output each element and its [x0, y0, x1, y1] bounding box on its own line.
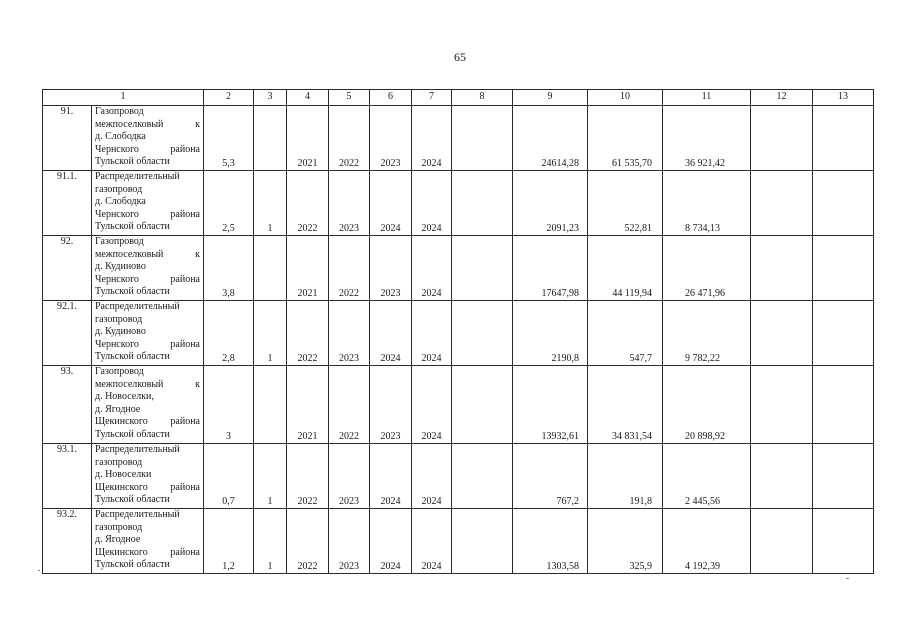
cell-col-4: 2022: [287, 301, 329, 366]
object-name: [92, 236, 204, 301]
object-name: [92, 301, 204, 366]
table-body: [43, 106, 874, 574]
header-col-13: 13: [813, 90, 874, 106]
cell-col-8: [452, 106, 513, 171]
object-name-line: Чернского района: [95, 338, 200, 350]
cell-col-10: 522,81: [588, 171, 663, 236]
cell-col-8: [452, 509, 513, 574]
table-row: [43, 301, 874, 366]
cell-col-13: [813, 444, 874, 509]
cell-col-7: 2024: [412, 236, 452, 301]
object-name-line: Щекинского района: [95, 546, 200, 558]
scan-mark: [38, 570, 40, 571]
cell-col-7: 2024: [412, 509, 452, 574]
cell-col-12: [751, 236, 813, 301]
cell-col-10: 325,9: [588, 509, 663, 574]
cell-col-2: 0,7: [204, 444, 254, 509]
header-col-8: 8: [452, 90, 513, 106]
cell-col-8: [452, 366, 513, 444]
cell-col-3: 1: [254, 509, 287, 574]
cell-col-8: [452, 236, 513, 301]
cell-col-4: 2022: [287, 171, 329, 236]
cell-col-9: 1303,58: [513, 509, 588, 574]
header-row: [43, 90, 874, 106]
object-name-line: газопровод: [95, 521, 143, 533]
cell-col-4: 2021: [287, 236, 329, 301]
cell-col-4: 2022: [287, 444, 329, 509]
cell-col-13: [813, 236, 874, 301]
cell-col-6: 2024: [370, 444, 412, 509]
header-col-1: 1: [43, 90, 204, 106]
cell-col-9: 767,2: [513, 444, 588, 509]
cell-col-4: 2022: [287, 509, 329, 574]
object-name-line: д. Слободка: [95, 196, 146, 207]
cell-col-13: [813, 106, 874, 171]
cell-col-3: [254, 236, 287, 301]
object-name-line: Щекинского района: [95, 481, 200, 493]
object-name-line: д. Слободка: [95, 131, 146, 142]
object-name-line: Распределительный: [95, 301, 180, 312]
cell-col-11: 26 471,96: [663, 236, 751, 301]
cell-col-2: 2,5: [204, 171, 254, 236]
object-name-line: Тульской области: [95, 428, 170, 440]
cell-col-13: [813, 366, 874, 444]
object-name-line: Тульской области: [95, 286, 170, 297]
cell-col-10: 547,7: [588, 301, 663, 366]
cell-col-12: [751, 509, 813, 574]
header-col-6: 6: [370, 90, 412, 106]
table-row: [43, 509, 874, 574]
cell-col-11: 2 445,56: [663, 444, 751, 509]
row-number: 92.1.: [43, 301, 92, 366]
cell-col-3: [254, 366, 287, 444]
cell-col-2: 2,8: [204, 301, 254, 366]
object-name-line: Распределительный: [95, 444, 180, 455]
cell-col-3: 1: [254, 301, 287, 366]
header-col-4: 4: [287, 90, 329, 106]
object-name-line: газопровод: [95, 183, 143, 195]
cell-col-7: 2024: [412, 366, 452, 444]
header-col-3: 3: [254, 90, 287, 106]
cell-col-9: 2190,8: [513, 301, 588, 366]
cell-col-5: 2023: [329, 509, 370, 574]
object-name-line: Тульской области: [95, 351, 170, 362]
object-name-line: межпоселковый к: [95, 118, 200, 130]
object-name: [92, 509, 204, 574]
row-number: 92.: [43, 236, 92, 301]
cell-col-5: 2023: [329, 301, 370, 366]
cell-col-12: [751, 106, 813, 171]
cell-col-9: 17647,98: [513, 236, 588, 301]
cell-col-11: 20 898,92: [663, 366, 751, 444]
object-name-line: Щекинского района: [95, 416, 200, 427]
cell-col-12: [751, 301, 813, 366]
page-number: 65: [454, 50, 466, 64]
cell-col-11: 36 921,42: [663, 106, 751, 171]
cell-col-6: 2024: [370, 171, 412, 236]
cell-col-8: [452, 301, 513, 366]
object-name-line: Газопровод: [95, 366, 144, 377]
cell-col-13: [813, 171, 874, 236]
table-row: [43, 236, 874, 301]
header-col-10: 10: [588, 90, 663, 106]
cell-col-12: [751, 171, 813, 236]
cell-col-10: 61 535,70: [588, 106, 663, 171]
cell-col-12: [751, 366, 813, 444]
object-name-line: д. Кудиново: [95, 326, 146, 337]
object-name: [92, 366, 204, 444]
cell-col-7: 2024: [412, 444, 452, 509]
cell-col-11: 4 192,39: [663, 509, 751, 574]
cell-col-6: 2023: [370, 236, 412, 301]
cell-col-7: 2024: [412, 171, 452, 236]
object-name-line: Газопровод: [95, 106, 144, 117]
header-col-9: 9: [513, 90, 588, 106]
table-row: [43, 106, 874, 171]
header-col-11: 11: [663, 90, 751, 106]
object-name-line: Тульской области: [95, 221, 170, 232]
cell-col-5: 2022: [329, 106, 370, 171]
cell-col-11: 8 734,13: [663, 171, 751, 236]
cell-col-6: 2023: [370, 366, 412, 444]
cell-col-11: 9 782,22: [663, 301, 751, 366]
gas-pipeline-table: [42, 89, 874, 574]
cell-col-7: 2024: [412, 301, 452, 366]
object-name-line: Тульской области: [95, 156, 170, 167]
cell-col-6: 2024: [370, 509, 412, 574]
cell-col-5: 2023: [329, 171, 370, 236]
header-col-7: 7: [412, 90, 452, 106]
object-name-line: д. Ягодное: [95, 534, 141, 545]
cell-col-2: 3: [204, 366, 254, 444]
cell-col-2: 5,3: [204, 106, 254, 171]
header-col-12: 12: [751, 90, 813, 106]
object-name: [92, 106, 204, 171]
object-name: [92, 444, 204, 509]
object-name-line: д. Кудиново: [95, 261, 146, 272]
cell-col-6: 2024: [370, 301, 412, 366]
cell-col-5: 2022: [329, 366, 370, 444]
object-name-line: газопровод: [95, 313, 143, 325]
object-name-line: Распределительный: [95, 171, 180, 182]
object-name-line: газопровод: [95, 456, 143, 468]
cell-col-9: 2091,23: [513, 171, 588, 236]
object-name-line: Тульской области: [95, 559, 170, 570]
table-row: [43, 171, 874, 236]
object-name-line: межпоселковый к: [95, 378, 200, 390]
row-number: 91.1.: [43, 171, 92, 236]
object-name-line: Чернского района: [95, 208, 200, 220]
object-name-line: Чернского района: [95, 143, 200, 155]
cell-col-7: 2024: [412, 106, 452, 171]
cell-col-8: [452, 444, 513, 509]
cell-col-13: [813, 509, 874, 574]
row-number: 93.2.: [43, 509, 92, 574]
cell-col-5: 2023: [329, 444, 370, 509]
object-name-line: д. Новоселки: [95, 469, 152, 480]
header-col-5: 5: [329, 90, 370, 106]
object-name-line: Газопровод: [95, 236, 144, 247]
scan-mark: [846, 578, 849, 579]
object-name-line: Чернского района: [95, 273, 200, 285]
object-name-line: д. Новоселки,: [95, 391, 154, 402]
cell-col-9: 24614,28: [513, 106, 588, 171]
object-name: [92, 171, 204, 236]
row-number: 91.: [43, 106, 92, 171]
cell-col-3: 1: [254, 444, 287, 509]
cell-col-5: 2022: [329, 236, 370, 301]
table-row: [43, 366, 874, 444]
cell-col-2: 1,2: [204, 509, 254, 574]
object-name-line: д. Ягодное: [95, 403, 141, 415]
cell-col-10: 191,8: [588, 444, 663, 509]
row-number: 93.: [43, 366, 92, 444]
cell-col-4: 2021: [287, 366, 329, 444]
cell-col-2: 3,8: [204, 236, 254, 301]
row-number: 93.1.: [43, 444, 92, 509]
cell-col-9: 13932,61: [513, 366, 588, 444]
cell-col-3: [254, 106, 287, 171]
cell-col-10: 34 831,54: [588, 366, 663, 444]
cell-col-12: [751, 444, 813, 509]
cell-col-4: 2021: [287, 106, 329, 171]
cell-col-8: [452, 171, 513, 236]
table-row: [43, 444, 874, 509]
cell-col-3: 1: [254, 171, 287, 236]
object-name-line: межпоселковый к: [95, 248, 200, 260]
cell-col-10: 44 119,94: [588, 236, 663, 301]
cell-col-13: [813, 301, 874, 366]
header-col-2: 2: [204, 90, 254, 106]
object-name-line: Тульской области: [95, 494, 170, 505]
object-name-line: Распределительный: [95, 509, 180, 520]
cell-col-6: 2023: [370, 106, 412, 171]
